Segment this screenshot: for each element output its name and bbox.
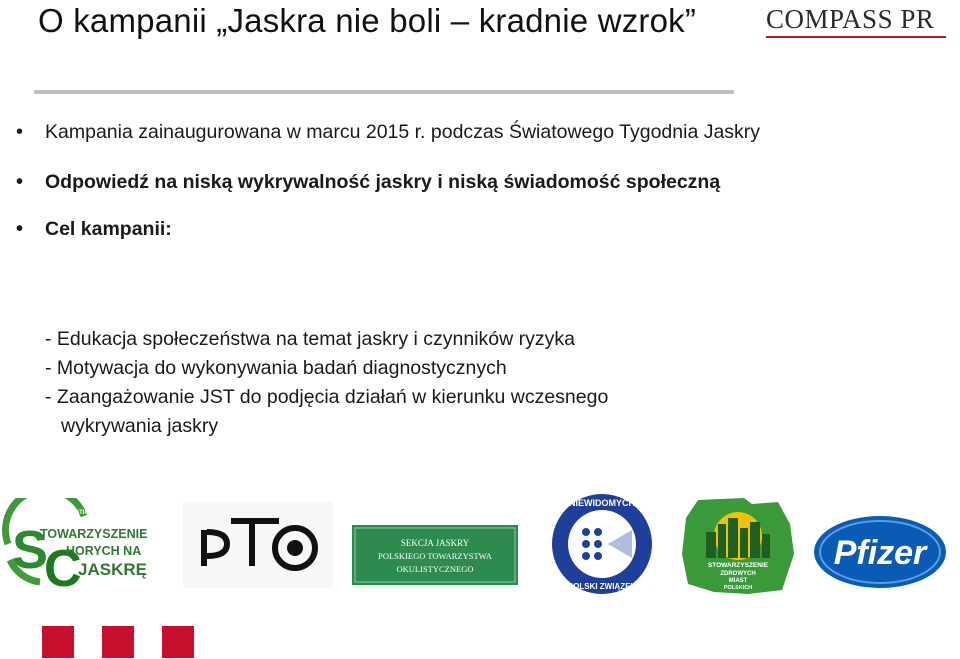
logo-text: ZDROWYCH — [720, 571, 756, 577]
logo-text: HORYCH NA — [66, 544, 142, 558]
red-square — [42, 626, 74, 658]
page-title: O kampanii „Jaskra nie boli – kradnie wzrok” — [38, 2, 697, 39]
goal-item: - Motywacja do wykonywania badań diagnostycznych — [45, 357, 507, 379]
bullet-item: • Kampania zainaugurowana w marcu 2015 r. podczas Światowego Tygodnia Jaskry — [16, 118, 776, 147]
logo-text: Pfizer — [833, 534, 927, 572]
logo-text: TOWARZYSZENIE — [40, 527, 148, 541]
compass-pr-logo: COMPASS PR — [766, 4, 935, 34]
bullet-item: • Odpowiedź na niską wykrywalność jaskry i niską świadomość społeczną — [16, 168, 776, 197]
pzn-logo — [548, 492, 656, 596]
brand-underline — [766, 36, 946, 38]
pfizer-logo — [812, 514, 948, 590]
red-square — [162, 626, 194, 658]
logo-text: PTO — [253, 580, 263, 585]
bullet-list — [16, 118, 776, 244]
logo-text: STOWARZYSZENIE — [707, 562, 769, 569]
svg-text:C: C — [44, 540, 82, 590]
logo-text: JASKRĘ — [78, 560, 147, 579]
partner-logos — [0, 492, 960, 602]
sekcja-jaskry-logo — [352, 525, 518, 585]
goal-item: - Zaangażowanie JST do podjęcia działań w kierunku wczesnego — [45, 386, 609, 408]
logo-text: OKULISTYCZNEGO — [396, 564, 474, 574]
pto-logo — [183, 502, 333, 588]
goals-list — [45, 325, 745, 441]
goal-item: - Edukacja społeczeństwa na temat jaskry i czynników ryzyka — [45, 328, 575, 350]
logo-text: POLSKICH — [723, 585, 753, 591]
logo-text: MIAST — [728, 578, 748, 584]
bullet-item: • Cel kampanii: — [16, 215, 776, 244]
svg-text:S: S — [12, 520, 49, 580]
stowarzyszenie-chorych-logo — [0, 498, 160, 590]
goal-item: wykrywania jaskry — [61, 415, 219, 437]
zdrowe-miasta-logo — [678, 494, 798, 598]
title-divider — [34, 90, 734, 94]
logo-text: POLSKI ZWIĄZEK — [567, 582, 637, 591]
logo-ring-text: PATIENTS ASSOCIATION — [22, 510, 94, 516]
logo-text: SEKCJA JASKRY — [400, 538, 470, 548]
logo-text: POLSKIEGO TOWARZYSTWA — [378, 551, 492, 561]
red-square — [102, 626, 134, 658]
logo-text: NIEWIDOMYCH — [569, 498, 635, 508]
